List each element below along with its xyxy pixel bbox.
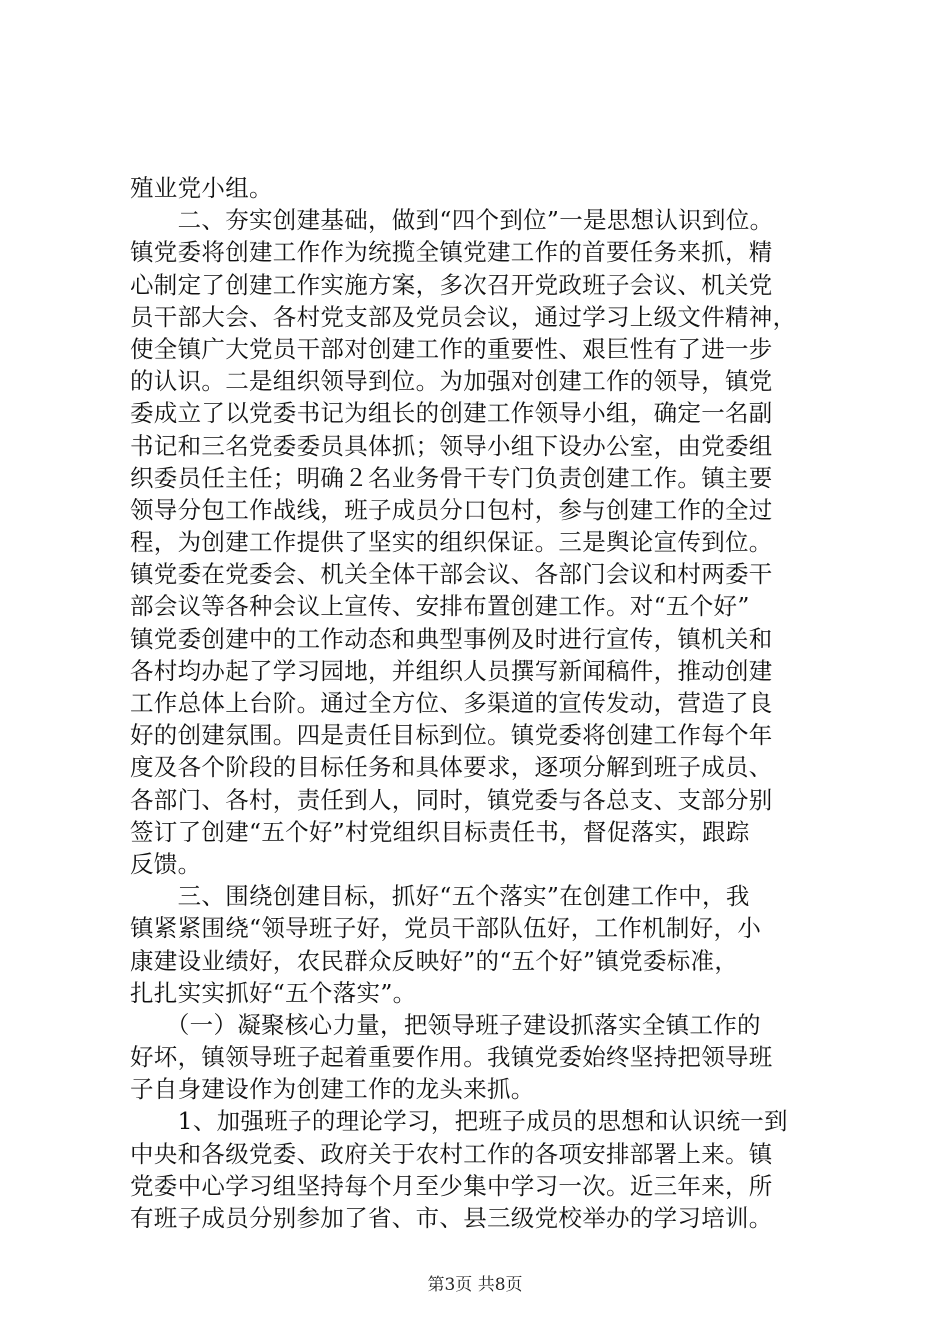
text-line: 心制定了创建工作实施方案，多次召开党政班子会议、机关党	[130, 270, 773, 299]
text-line: 员干部大会、各村党支部及党员会议，通过学习上级文件精神，	[130, 302, 797, 331]
text-line: 领导分包工作战线，班子成员分口包村，参与创建工作的全过	[130, 495, 773, 524]
text-line: 好的创建氛围。四是责任目标到位。镇党委将创建工作每个年	[130, 721, 773, 750]
text-line: 有班子成员分别参加了省、市、县三级党校举办的学习培训。	[130, 1204, 773, 1232]
text-line: 二、夯实创建基础，做到“四个到位”一是思想认识到位。	[130, 206, 774, 235]
text-line: 各村均办起了学习园地，并组织人员撰写新闻稿件，推动创建	[130, 656, 773, 685]
text-line: 镇紧紧围绕“领导班子好，党员干部队伍好，工作机制好，小	[130, 914, 762, 943]
text-line: 子自身建设作为创建工作的龙头来抓。	[130, 1075, 535, 1104]
text-line: 工作总体上台阶。通过全方位、多渠道的宣传发动，营造了良	[130, 689, 773, 717]
text-line: 使全镇广大党员干部对创建工作的重要性、艰巨性有了进一步	[130, 334, 773, 363]
text-line: 度及各个阶段的目标任务和具体要求，逐项分解到班子成员、	[130, 753, 773, 782]
text-line: 扎扎实实抓好“五个落实”。	[130, 978, 417, 1007]
text-line: 镇党委将创建工作作为统揽全镇党建工作的首要任务来抓，精	[130, 238, 773, 267]
text-line: 好坏，镇领导班子起着重要作用。我镇党委始终坚持把领导班	[130, 1043, 773, 1072]
body-text	[130, 172, 830, 1234]
text-line: 反馈。	[130, 849, 202, 878]
page-footer	[0, 1274, 950, 1296]
text-line: 各部门、各村，责任到人，同时，镇党委与各总支、支部分别	[130, 785, 773, 814]
page-number: 第3页 共8页	[427, 1275, 523, 1295]
text-line: 中央和各级党委、政府关于农村工作的各项安排部署上来。镇	[130, 1139, 773, 1168]
text-line: （一）凝聚核心力量，把领导班子建设抓落实全镇工作的	[130, 1010, 761, 1039]
text-line: 镇党委在党委会、机关全体干部会议、各部门会议和村两委干	[130, 560, 773, 589]
text-line: 的认识。二是组织领导到位。为加强对创建工作的领导，镇党	[130, 367, 773, 396]
text-line: 党委中心学习组坚持每个月至少集中学习一次。近三年来，所	[130, 1171, 773, 1200]
text-line: 镇党委创建中的工作动态和典型事例及时进行宣传，镇机关和	[130, 624, 773, 653]
text-line: 委成立了以党委书记为组长的创建工作领导小组，确定一名副	[130, 399, 773, 428]
text-line: 殖业党小组。	[130, 174, 273, 202]
text-line: 三、围绕创建目标，抓好“五个落实”在创建工作中，我	[130, 882, 750, 911]
text-line: 程，为创建工作提供了坚实的组织保证。三是舆论宣传到位。	[130, 528, 773, 557]
text-line: 签订了创建“五个好”村党组织目标责任书，督促落实，跟踪	[130, 817, 750, 846]
text-line: 1、加强班子的理论学习，把班子成员的思想和认识统一到	[130, 1107, 788, 1136]
text-line: 织委员任主任；明确２名业务骨干专门负责创建工作。镇主要	[130, 463, 773, 492]
text-line: 康建设业绩好，农民群众反映好”的“五个好”镇党委标准，	[130, 946, 739, 975]
text-line: 书记和三名党委委员具体抓；领导小组下设办公室，由党委组	[130, 431, 773, 460]
text-line: 部会议等各种会议上宣传、安排布置创建工作。对“五个好”	[130, 592, 750, 621]
